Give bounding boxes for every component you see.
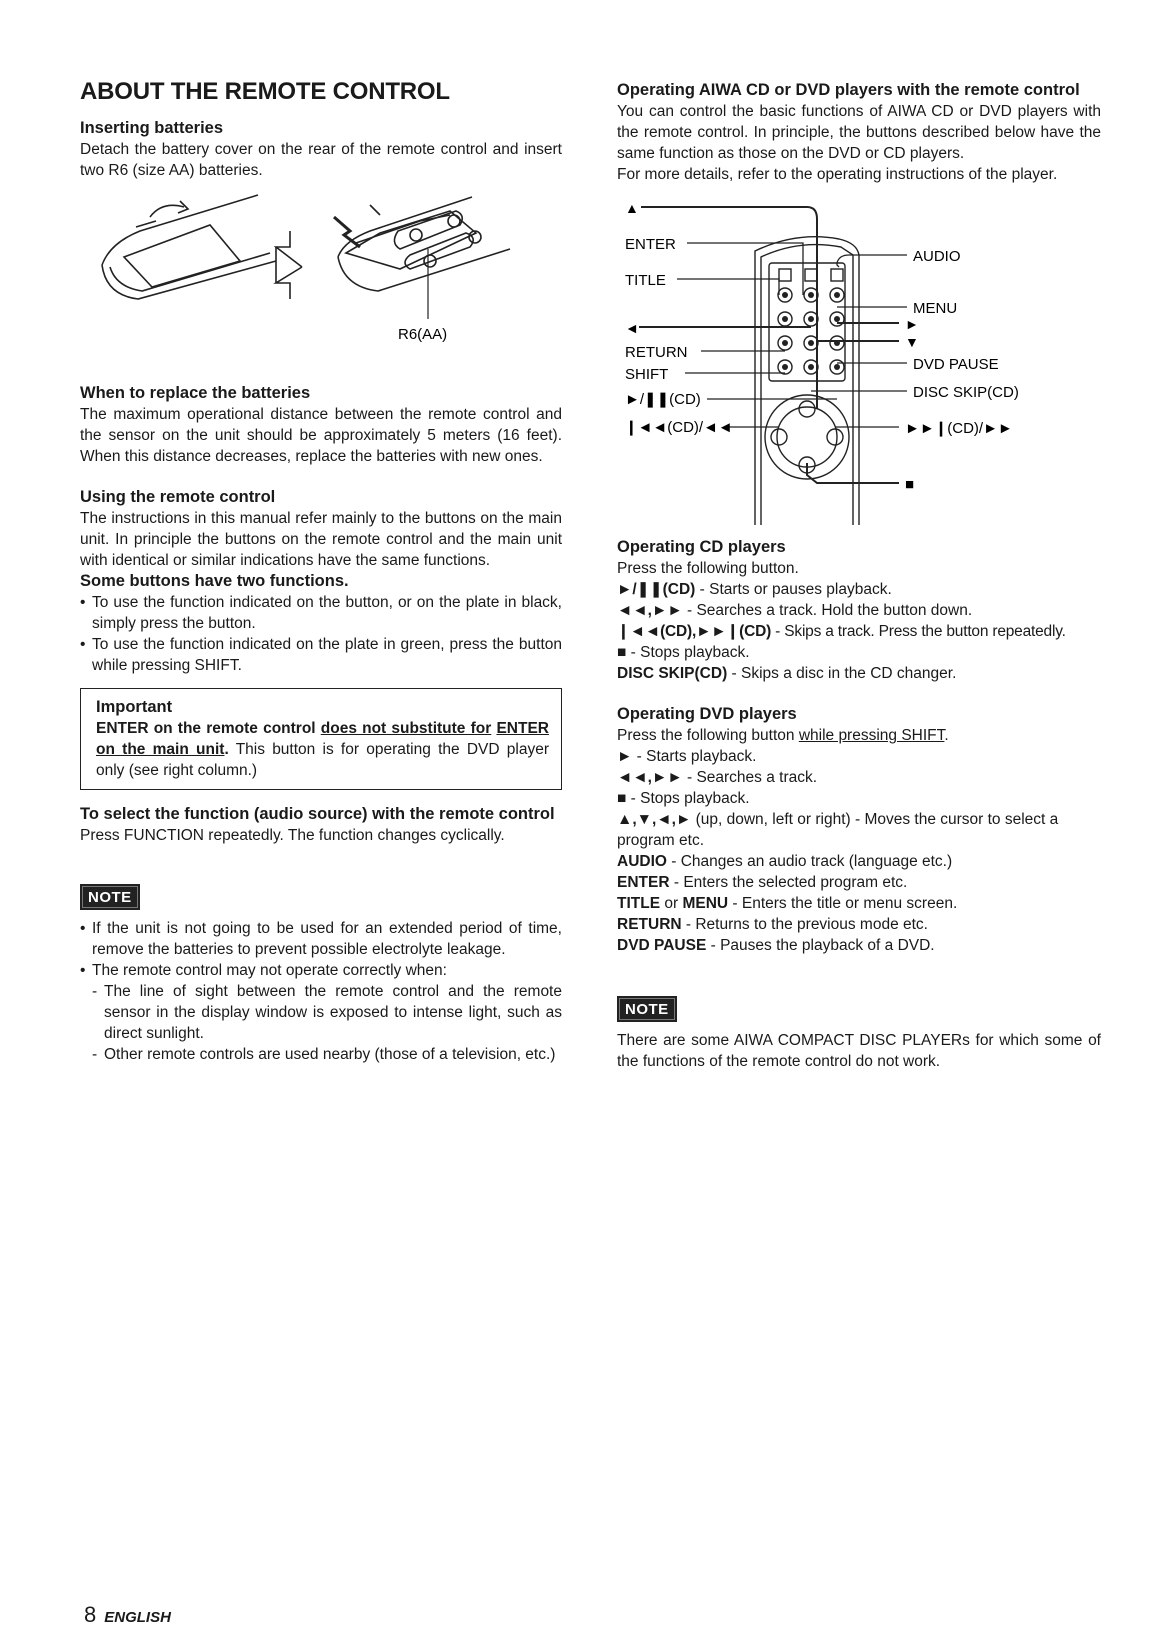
dvd-pause-label: DVD PAUSE — [913, 356, 999, 373]
dvd-item — [617, 767, 1101, 788]
cd-item-desc: - Searches a track. Hold the button down. — [682, 602, 973, 619]
aiwa-text-2: For more details, refer to the operating instructions of the player. — [617, 166, 1058, 183]
audio-label: AUDIO — [913, 248, 961, 265]
note-badge: NOTE — [617, 996, 677, 1022]
dvd-item-desc: - Pauses the playback of a DVD. — [706, 937, 935, 954]
dvd-item-key: TITLE — [617, 895, 661, 912]
cd-item-desc: - Skips a track. Press the button repeatedly. — [771, 623, 1066, 640]
dvd-item — [617, 914, 1101, 935]
cursor-down-label: ▼ — [905, 334, 919, 350]
important-text — [96, 718, 549, 781]
dvd-item-key: ENTER — [617, 874, 670, 891]
important-heading: Important — [96, 698, 173, 716]
title-label: TITLE — [625, 272, 666, 289]
dvd-intro-end: . — [944, 727, 949, 744]
cd-item — [617, 579, 1101, 600]
left-column — [80, 78, 562, 1065]
dvd-item — [617, 809, 1101, 851]
language-label: ENGLISH — [104, 1609, 171, 1626]
dvd-intro — [617, 725, 1101, 746]
using-remote-text: The instructions in this manual refer mainly to the buttons on the main unit. In principle the buttons on the remote control and the main unit with identical or similar indications have the same functions. — [80, 510, 562, 569]
dvd-item-desc: - Changes an audio track (language etc.) — [666, 853, 953, 870]
replace-batteries-heading: When to replace the batteries — [80, 384, 311, 402]
cd-item — [617, 663, 1101, 684]
dvd-item-key: AUDIO — [617, 853, 667, 870]
list-item: • If the unit is not going to be used for an extended period of time, remove the batteries to prevent possible electrolyte leakage. — [80, 918, 562, 960]
note-bullet-text: The remote control may not operate correctly when: — [92, 962, 447, 979]
important-box — [80, 688, 562, 790]
dvd-item-key: RETURN — [617, 916, 682, 933]
replace-batteries-text: The maximum operational distance between the remote control and the sensor on the unit should be approximately 5 meters (16 feet). When this distance decreases, replace the batteries with new ones. — [80, 406, 562, 465]
remote-diagram — [617, 195, 1101, 525]
battery-size-label: R6(AA) — [398, 326, 448, 343]
dvd-item — [617, 872, 1101, 893]
inserting-batteries-text: Detach the battery cover on the rear of the remote control and insert two R6 (size AA) batteries. — [80, 141, 562, 179]
arrow-right-icon — [276, 231, 302, 299]
dvd-item-desc: - Enters the selected program etc. — [669, 874, 908, 891]
list-item: - Other remote controls are used nearby (those of a television, etc.) — [92, 1044, 562, 1065]
dvd-item-desc: - Starts playback. — [632, 748, 757, 765]
list-item: • To use the function indicated on the button, or on the plate in black, simply press the button. — [80, 592, 562, 634]
cd-item-key: DISC SKIP(CD) — [617, 665, 728, 682]
important-rest: This button is for operating the DVD player only (see right column.) — [96, 741, 550, 779]
two-functions-heading: Some buttons have two functions. — [80, 572, 349, 590]
note-list — [80, 918, 562, 1065]
dvd-item-desc: - Searches a track. — [682, 769, 818, 786]
remote-control-diagram — [617, 195, 1101, 525]
right-note-text: There are some AIWA COMPACT DISC PLAYERs for which some of the functions of the remote control do not work. — [617, 1032, 1101, 1070]
using-remote-heading: Using the remote control — [80, 488, 276, 506]
disc-skip-label: DISC SKIP(CD) — [913, 384, 1019, 401]
list-item: • To use the function indicated on the plate in green, press the button while pressing SHIFT. — [80, 634, 562, 676]
battery-illustration — [80, 187, 562, 383]
list-item — [80, 960, 562, 1065]
dvd-item — [617, 788, 1101, 809]
dvd-item-key: DVD PAUSE — [617, 937, 707, 954]
cd-intro: Press the following button. — [617, 560, 799, 577]
cd-item-key: ►/❚❚(CD) — [617, 581, 696, 598]
stop-label: ■ — [905, 476, 915, 493]
dvd-item-key: ■ — [617, 790, 627, 807]
shift-label: SHIFT — [625, 366, 669, 383]
cursor-up-label: ▲ — [625, 200, 639, 216]
play-pause-label: ►/❚❚(CD) — [625, 391, 701, 408]
dvd-intro-underlined: while pressing SHIFT — [798, 727, 945, 744]
dvd-item-mid: or — [660, 895, 683, 912]
important-underlined-2: ENTER on the main unit — [96, 720, 549, 758]
dvd-item — [617, 851, 1101, 872]
two-functions-list — [80, 592, 562, 676]
note-sublist — [92, 981, 562, 1065]
page-footer — [84, 1602, 171, 1628]
dvd-item-key: ◄◄,►► — [617, 769, 683, 786]
return-label: RETURN — [625, 344, 688, 361]
dvd-intro-lead: Press the following button — [617, 727, 799, 744]
right-column — [617, 80, 1101, 1072]
cursor-right-label: ► — [905, 316, 919, 332]
cd-item-key: ❙◄◄(CD),►►❙(CD) — [617, 623, 772, 640]
cd-item — [617, 642, 1101, 663]
cd-item — [617, 621, 1101, 642]
dvd-item-key-2: MENU — [682, 895, 729, 912]
page-number: 8 — [84, 1602, 97, 1627]
important-dot: . — [224, 741, 229, 758]
inserting-batteries-heading: Inserting batteries — [80, 119, 224, 137]
cd-item — [617, 600, 1101, 621]
dvd-item-desc: (up, down, left or right) - Moves the cursor to select a program etc. — [617, 811, 1059, 849]
page-title: ABOUT THE REMOTE CONTROL — [80, 78, 450, 105]
next-ff-label: ►►❙(CD)/►► — [905, 420, 1013, 437]
aiwa-text: You can control the basic functions of AIWA CD or DVD players with the remote control. In principle, the buttons described below have the same function as those on the DVD or CD players. — [617, 103, 1101, 162]
dvd-item — [617, 935, 1101, 956]
enter-label: ENTER — [625, 236, 676, 253]
dvd-item-desc: - Stops playback. — [626, 790, 750, 807]
important-underlined-1: does not substitute for — [320, 720, 492, 737]
dvd-item-key: ► — [617, 748, 633, 765]
cd-item-key: ■ — [617, 644, 627, 661]
dvd-item-key: ▲,▼,◄,► — [617, 811, 692, 828]
cursor-left-label: ◄ — [625, 320, 639, 336]
select-function-text: Press FUNCTION repeatedly. The function changes cyclically. — [80, 827, 505, 844]
battery-insertion-drawing — [80, 187, 562, 383]
prev-rewind-label: ❙◄◄(CD)/◄◄ — [625, 419, 733, 436]
list-item: - The line of sight between the remote control and the remote sensor in the display window is exposed to intense light, such as direct sunlight. — [92, 981, 562, 1044]
dvd-item-desc: - Returns to the previous mode etc. — [681, 916, 928, 933]
menu-label: MENU — [913, 300, 958, 317]
cd-item-key: ◄◄,►► — [617, 602, 683, 619]
cd-players-heading: Operating CD players — [617, 538, 786, 556]
dvd-players-heading: Operating DVD players — [617, 705, 797, 723]
dvd-item — [617, 746, 1101, 767]
select-function-heading: To select the function (audio source) with the remote control — [80, 805, 555, 823]
note-badge: NOTE — [80, 884, 140, 910]
dvd-item-desc: - Enters the title or menu screen. — [728, 895, 958, 912]
cd-item-desc: - Starts or pauses playback. — [695, 581, 892, 598]
important-bold-lead: ENTER on the remote control — [96, 720, 321, 737]
cd-item-desc: - Skips a disc in the CD changer. — [727, 665, 957, 682]
dvd-item — [617, 893, 1101, 914]
aiwa-heading: Operating AIWA CD or DVD players with the remote control — [617, 81, 1080, 99]
cd-item-desc: - Stops playback. — [626, 644, 750, 661]
